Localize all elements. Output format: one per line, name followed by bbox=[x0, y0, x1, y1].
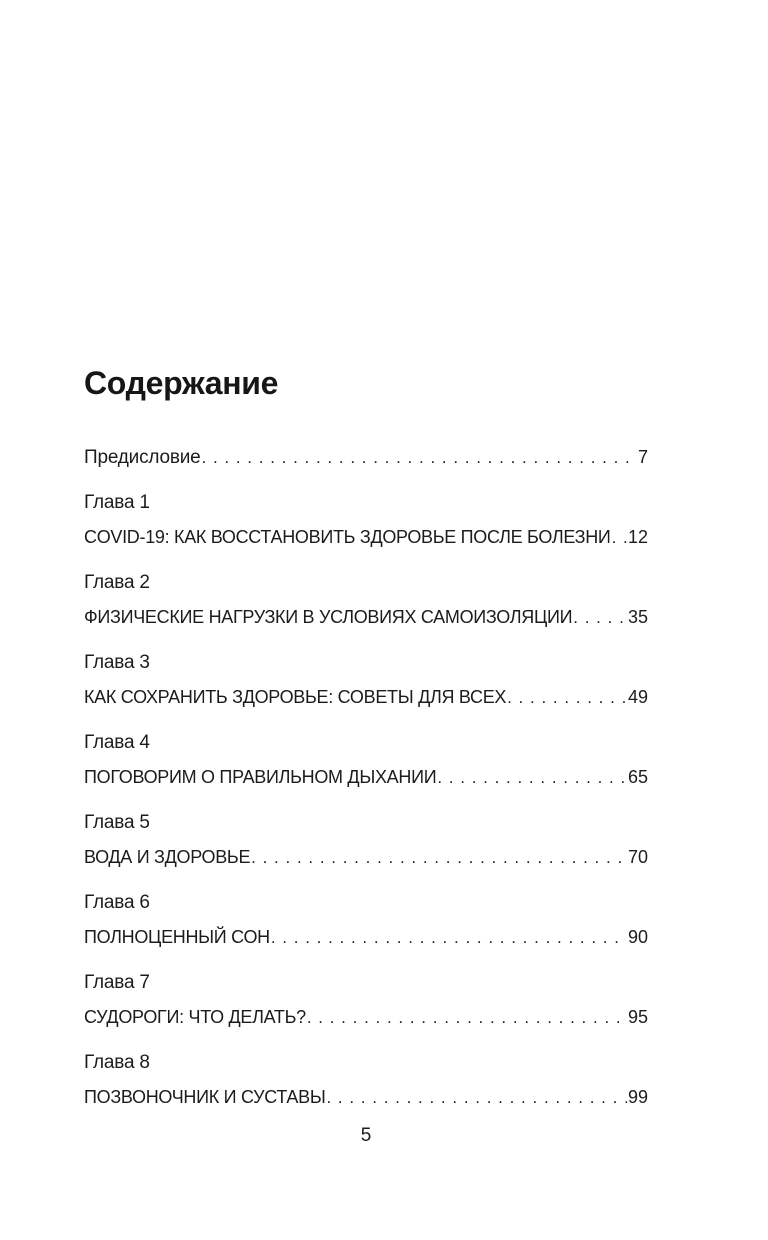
toc-entry-row bbox=[84, 920, 648, 955]
toc-chapter-entry bbox=[84, 805, 648, 875]
chapter-page-number: 35 bbox=[627, 607, 648, 627]
toc-entry-row bbox=[84, 840, 648, 875]
chapter-number-label: Глава 6 bbox=[84, 892, 150, 913]
toc-chapter-entry bbox=[84, 1045, 648, 1115]
chapter-page-number: 99 bbox=[627, 1087, 648, 1107]
chapter-number-label: Глава 5 bbox=[84, 812, 150, 833]
dot-leader bbox=[271, 920, 627, 955]
chapter-title: ВОДА И ЗДОРОВЬЕ bbox=[84, 847, 251, 867]
toc-chapter-entry bbox=[84, 725, 648, 795]
dot-leader bbox=[437, 760, 627, 795]
toc-entry-row bbox=[84, 680, 648, 715]
chapter-title: COVID-19: КАК ВОССТАНОВИТЬ ЗДОРОВЬЕ ПОСЛЕ БОЛЕЗНИ bbox=[84, 527, 611, 547]
dot-leader bbox=[507, 680, 627, 715]
dot-leader bbox=[307, 1000, 627, 1035]
chapter-title: ПОЛНОЦЕННЫЙ СОН bbox=[84, 927, 270, 947]
toc-entry-row bbox=[84, 760, 648, 795]
preface-page-number: 7 bbox=[637, 447, 648, 467]
toc-entry-row bbox=[84, 1080, 648, 1115]
toc-entry-row bbox=[84, 600, 648, 635]
chapter-page-number: 65 bbox=[627, 767, 648, 787]
dot-leader bbox=[202, 440, 637, 475]
chapter-list bbox=[84, 485, 648, 1115]
chapter-number-label: Глава 4 bbox=[84, 732, 150, 753]
chapter-page-number: 12 bbox=[627, 527, 648, 547]
chapter-page-number: 95 bbox=[627, 1007, 648, 1027]
toc-chapter-entry bbox=[84, 485, 648, 555]
chapter-page-number: 90 bbox=[627, 927, 648, 947]
toc-entry-preface bbox=[84, 440, 648, 475]
dot-leader bbox=[251, 840, 627, 875]
chapter-title: ПОЗВОНОЧНИК И СУСТАВЫ bbox=[84, 1087, 326, 1107]
chapter-number-label: Глава 7 bbox=[84, 972, 150, 993]
chapter-number-label: Глава 2 bbox=[84, 572, 150, 593]
chapter-number-label: Глава 1 bbox=[84, 492, 150, 513]
toc-entry-row bbox=[84, 1000, 648, 1035]
toc-chapter-entry bbox=[84, 965, 648, 1035]
preface-label: Предисловие bbox=[84, 447, 201, 468]
chapter-title: КАК СОХРАНИТЬ ЗДОРОВЬЕ: СОВЕТЫ ДЛЯ ВСЕХ bbox=[84, 687, 507, 707]
dot-leader bbox=[573, 600, 627, 635]
toc-entry-row bbox=[84, 520, 648, 555]
page-number-folio: 5 bbox=[360, 1125, 372, 1146]
chapter-number-label: Глава 3 bbox=[84, 652, 150, 673]
chapter-page-number: 70 bbox=[627, 847, 648, 867]
dot-leader bbox=[326, 1080, 627, 1115]
toc-chapter-entry bbox=[84, 645, 648, 715]
chapter-title: СУДОРОГИ: ЧТО ДЕЛАТЬ? bbox=[84, 1007, 306, 1027]
table-of-contents bbox=[84, 440, 648, 1115]
toc-chapter-entry bbox=[84, 885, 648, 955]
chapter-title: ПОГОВОРИМ О ПРАВИЛЬНОМ ДЫХАНИИ bbox=[84, 767, 437, 787]
toc-chapter-entry bbox=[84, 565, 648, 635]
chapter-number-label: Глава 8 bbox=[84, 1052, 150, 1073]
contents-heading: Содержание bbox=[84, 365, 279, 401]
dot-leader bbox=[612, 520, 627, 555]
chapter-title: ФИЗИЧЕСКИЕ НАГРУЗКИ В УСЛОВИЯХ САМОИЗОЛЯЦИИ bbox=[84, 607, 573, 627]
chapter-page-number: 49 bbox=[627, 687, 648, 707]
